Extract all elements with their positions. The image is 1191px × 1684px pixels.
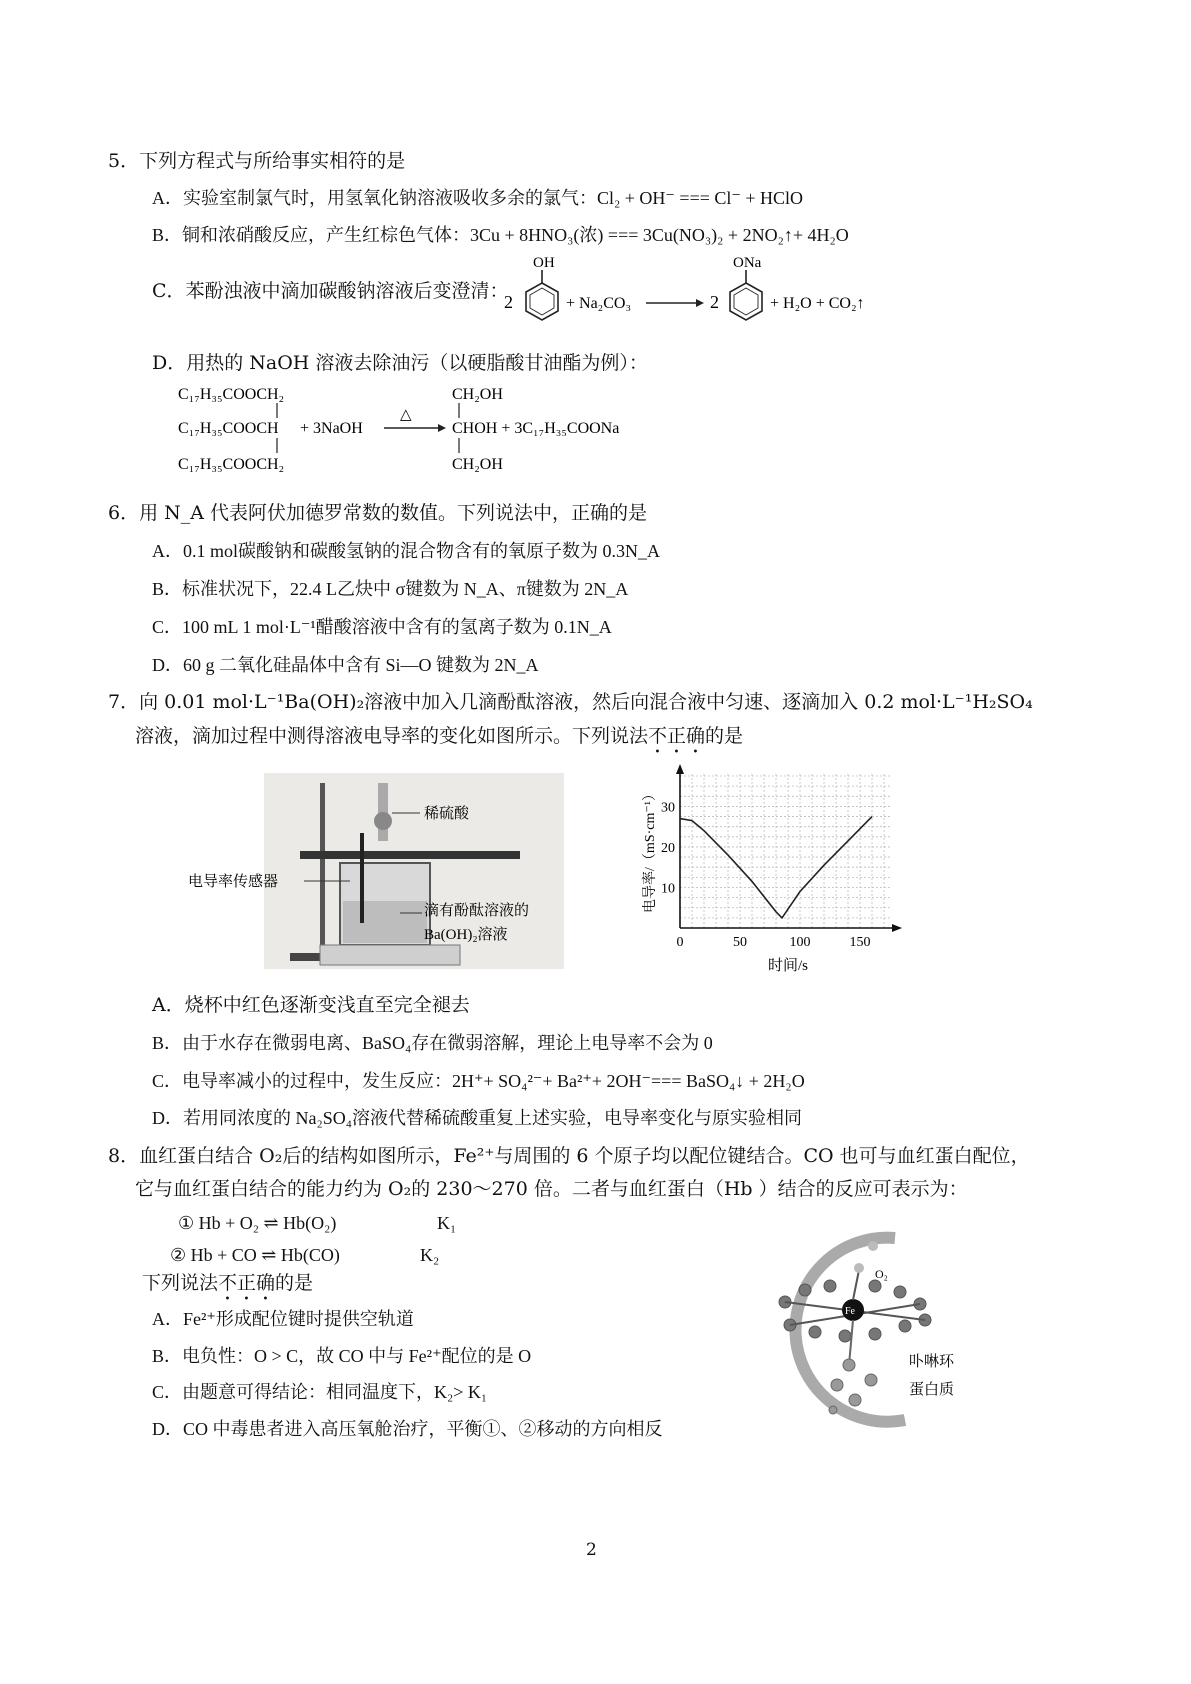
oh-substituent: OH <box>533 255 555 271</box>
x-axis-arrow <box>892 924 902 932</box>
saponification-equation <box>176 383 676 479</box>
x-tick-label: 50 <box>733 935 747 950</box>
sap-arrowhead <box>438 424 446 432</box>
q6-option-d: D．60 g 二氧化硅晶体中含有 Si—O 键数为 2N_A <box>152 655 539 675</box>
page-number: 2 <box>586 1540 597 1560</box>
reaction-arrowhead <box>696 299 704 307</box>
o2-atom-1 <box>854 1263 864 1273</box>
reagent-text: + Na₂CO₃ <box>566 295 632 312</box>
benzene-ring-phenolate <box>730 270 762 320</box>
naoh-text: + 3NaOH <box>300 420 363 437</box>
x-tick-labels <box>677 935 871 950</box>
o2-label: O₂ <box>875 1267 888 1281</box>
q7-stem-end: 的是 <box>705 725 744 747</box>
apparatus-figure <box>180 773 600 973</box>
y-axis-arrow <box>676 764 684 774</box>
stand-rod <box>320 783 325 963</box>
label-acid: 稀硫酸 <box>424 806 470 822</box>
coef-2: 2 <box>710 292 719 312</box>
x-tick-label: 150 <box>849 935 871 950</box>
q8-option-c: C．由题意可得结论：相同温度下，K₂> K₁ <box>152 1382 488 1402</box>
q5-stem: 5．下列方程式与所给事实相符的是 <box>108 150 406 172</box>
chart-grid <box>680 774 890 928</box>
coef-1: 2 <box>504 292 513 312</box>
benzene-ring-phenol <box>526 270 558 320</box>
products-text: + H₂O + CO₂↑ <box>770 295 865 312</box>
q8-equation-1: ① Hb + O₂ ⇌ Hb(O₂) <box>178 1213 337 1233</box>
hemoglobin-structure-figure <box>745 1220 975 1435</box>
phenol-reaction-equation <box>500 250 880 330</box>
burette-bulb <box>374 812 392 830</box>
q7-stem-line-2 <box>135 725 743 758</box>
q6-stem: 6．用 N_A 代表阿伏加德罗常数的数值。下列说法中，正确的是 <box>108 502 648 524</box>
q5-option-c-label: C．苯酚浊液中滴加碳酸钠溶液后变澄清： <box>152 280 509 302</box>
q7-stem-text: 溶液，滴加过程中测得溶液电导率的变化如图所示。下列说法 <box>135 725 649 747</box>
q8-emphasis: 不正确 <box>218 1272 276 1294</box>
q8-option-a: A．Fe²⁺形成配位键时提供空轨道 <box>152 1309 414 1329</box>
q7-option-b: B．由于水存在微弱电离、BaSO₄存在微弱溶解，理论上电导率不会为 0 <box>152 1033 713 1053</box>
q8-option-d: D．CO 中毒患者进入高压氧舱治疗，平衡①、②移动的方向相反 <box>152 1419 663 1439</box>
y-tick-label: 30 <box>661 800 675 816</box>
o2-bond <box>853 1270 859 1300</box>
reactant-line-2: C₁₇H₃₅COOCH <box>178 420 279 437</box>
q8-option-b: B．电负性：O > C，故 CO 中与 Fe²⁺配位的是 O <box>152 1346 532 1366</box>
label-solution-2: Ba(OH)₂溶液 <box>424 927 508 943</box>
product-line-1: CH₂OH <box>452 386 503 403</box>
y-tick-label: 10 <box>661 881 675 897</box>
heat-symbol: △ <box>400 407 412 423</box>
label-solution-1: 滴有酚酞溶液的 <box>424 903 530 919</box>
x-tick-label: 0 <box>676 935 684 950</box>
q8-ask-end: 的是 <box>275 1272 314 1294</box>
q8-stem-line-1: 8．血红蛋白结合 O₂后的结构如图所示，Fe²⁺与周围的 6 个原子均以配位键结合。CO 也可与血红蛋白配位， <box>108 1145 1030 1167</box>
q6-option-b: B．标准状况下，22.4 L乙炔中 σ键数为 N_A、π键数为 2N_A <box>152 579 629 599</box>
clamp-arm <box>300 851 520 859</box>
q5-option-b: B．铜和浓硝酸反应，产生红棕色气体：3Cu + 8HNO₃(浓) === 3Cu(NO₃)₂ + 2NO₂↑+ 4H₂O <box>152 225 849 245</box>
label-sensor: 电导率传感器 <box>188 874 279 890</box>
solution-level <box>343 901 427 943</box>
reactant-line-3: C₁₇H₃₅COOCH₂ <box>178 456 285 473</box>
conductivity-chart <box>640 760 940 980</box>
reactant-line-1: C₁₇H₃₅COOCH₂ <box>178 386 285 403</box>
q5-option-d-label: D．用热的 NaOH 溶液去除油污（以硬脂酸甘油酯为例）： <box>152 352 648 374</box>
porphyrin-label: 卟啉环 <box>909 1354 955 1370</box>
product-line-2: CHOH + 3C₁₇H₃₅COONa <box>452 420 620 437</box>
y-axis-label: 电导率/（mS·cm⁻¹） <box>643 787 658 913</box>
q5-option-a: A．实验室制氯气时，用氢氧化钠溶液吸收多余的氯气：Cl₂ + OH⁻ === Cl⁻ + HClO <box>152 188 804 208</box>
q7-option-a: A．烧杯中红色逐渐变浅直至完全褪去 <box>152 994 470 1016</box>
q6-option-a: A．0.1 mol碳酸钠和碳酸氢钠的混合物含有的氧原子数为 0.3N_A <box>152 541 660 561</box>
q8-k2: K₂ <box>420 1245 440 1265</box>
q7-option-d: D．若用同浓度的 Na₂SO₄溶液代替稀硫酸重复上述实验，电导率变化与原实验相同 <box>152 1108 803 1128</box>
q7-option-c: C．电导率减小的过程中，发生反应：2H⁺+ SO₄²⁻+ Ba²⁺+ 2OH⁻=== BaSO₄↓ + 2H₂O <box>152 1071 805 1091</box>
y-tick-labels <box>661 800 675 896</box>
q8-ask-text: 下列说法 <box>142 1272 219 1294</box>
q8-ask <box>142 1272 313 1305</box>
q7-stem-line-1: 7．向 0.01 mol·L⁻¹Ba(OH)₂溶液中加入几滴酚酞溶液，然后向混合液中匀速、逐滴加入 0.2 mol·L⁻¹H₂SO₄ <box>108 691 1033 713</box>
q8-stem-line-2: 它与血红蛋白结合的能力约为 O₂的 230～270 倍。二者与血红蛋白（Hb ）结合的反应可表示为： <box>135 1178 968 1200</box>
q6-option-c: C．100 mL 1 mol·L⁻¹醋酸溶液中含有的氢离子数为 0.1N_A <box>152 617 612 637</box>
ona-substituent: ONa <box>733 255 762 271</box>
q7-emphasis: 不正确 <box>648 725 706 747</box>
q8-k1: K₁ <box>437 1213 457 1233</box>
o2-atom-2 <box>868 1241 878 1251</box>
x-tick-label: 100 <box>789 935 811 950</box>
protein-label: 蛋白质 <box>909 1382 955 1398</box>
y-tick-label: 20 <box>661 840 675 856</box>
q8-equation-2: ② Hb + CO ⇌ Hb(CO) <box>170 1245 340 1265</box>
fe-label: Fe <box>845 1306 855 1317</box>
stirrer-plate <box>320 945 460 965</box>
product-line-3: CH₂OH <box>452 456 503 473</box>
x-axis-label: 时间/s <box>767 958 809 974</box>
